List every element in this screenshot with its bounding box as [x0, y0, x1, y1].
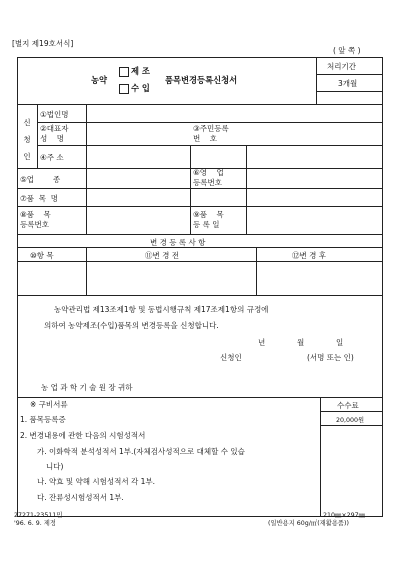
statement-line-2: 의하여 농약제조(수입)품목의 변경등록을 신청합니다.: [44, 321, 219, 330]
fee-vline: [320, 397, 321, 517]
title-suffix: 품목변경등록신청서: [165, 75, 238, 85]
documents-title: ※ 구비서류: [30, 400, 68, 409]
doc-item: 가. 이화학적 분석성적서 1부.(자체검사성적으로 대체할 수 있습: [37, 447, 245, 456]
proc-divider-2: [316, 91, 383, 92]
resident-no-label: ③주민등록 번 호: [193, 124, 229, 143]
title-prefix: 농약: [91, 75, 108, 85]
fee-value: 20,000원: [336, 417, 365, 424]
doc-item: 나. 약효 및 약해 시험성적서 각 1부.: [37, 477, 156, 486]
row-line: [17, 261, 383, 262]
applicant-group-label: 신 청 인: [23, 118, 31, 161]
option-manufacture-label: 제 조: [131, 66, 150, 76]
mid-vline: [190, 145, 191, 234]
date-day: 일: [336, 338, 344, 347]
row-line: [17, 397, 383, 398]
option-import[interactable]: [119, 82, 150, 94]
col-item-header: ⑩항 목: [30, 251, 54, 260]
label-vline: [86, 104, 87, 234]
enacted-date: '96. 6. 9. 제정: [14, 520, 56, 527]
doc-item: 다. 잔류성시험성적서 1부.: [37, 493, 124, 502]
col-after-header: ⑫변 경 후: [292, 251, 327, 260]
processing-label: 처리기간: [327, 62, 356, 71]
recipient: 농 업 과 학 기 술 원 장 귀하: [41, 383, 133, 392]
statement-line-1: 농약관리법 제13조제1항 및 동법시행규칙 제17조제1항의 규정에: [54, 305, 269, 314]
processing-value: 3개월: [338, 79, 358, 88]
form-code: 27271-23511민: [14, 512, 63, 519]
row-line: [17, 104, 383, 105]
paper-size: 210㎜×297㎜: [323, 512, 365, 519]
checkbox-import[interactable]: [119, 84, 129, 94]
business-reg-label: ⑥영 업 등록번호: [193, 168, 224, 187]
doc-item: 1. 품목등록증: [20, 415, 66, 424]
change-vline: [86, 247, 87, 295]
row-line: [17, 234, 383, 235]
option-import-label: 수 입: [131, 83, 150, 93]
paper-type: (일반용지 60g/㎡(재활용품)): [268, 520, 349, 527]
mid-vline-2: [246, 145, 247, 234]
row-line: [37, 145, 383, 146]
sign-or-seal-label: (서명 또는 인): [307, 353, 354, 362]
group-vline: [37, 104, 38, 168]
row-line: [17, 188, 383, 189]
fee-line: [320, 411, 383, 412]
applicant-sign-label: 신청인: [220, 353, 242, 362]
fee-line-2: [320, 425, 383, 426]
row-line: [17, 295, 383, 296]
rep-name-label: ②대표자 성 명: [40, 124, 69, 143]
proc-vline: [316, 57, 317, 104]
doc-item: 2. 변경내용에 관한 다음의 시험성적서: [20, 431, 146, 440]
product-reg-no-label: ⑧품 목 등록번호: [20, 210, 51, 229]
proc-divider: [316, 74, 383, 75]
product-reg-date-label: ⑨품 목 등 록 일: [193, 210, 224, 229]
date-year: 년: [258, 338, 266, 347]
change-vline-2: [256, 247, 257, 295]
col-before-header: ⑪변 경 전: [145, 251, 180, 260]
checkbox-manufacture[interactable]: [119, 67, 129, 77]
option-manufacture[interactable]: [119, 65, 150, 77]
doc-item: 니다): [46, 462, 64, 471]
row-line: [17, 206, 383, 207]
address-label: ④주 소: [40, 153, 64, 162]
corp-name-label: ①법인명: [40, 110, 69, 119]
changes-section-title: 변 경 등 록 사 항: [150, 238, 206, 247]
fee-label: 수수료: [337, 401, 359, 410]
date-month: 월: [297, 338, 305, 347]
form-id: [별지 제19호서식]: [12, 39, 74, 48]
product-name-label: ⑦품 목 명: [20, 194, 58, 203]
row-line: [37, 122, 383, 123]
business-type-label: ⑤업 종: [20, 175, 61, 184]
front-side-label: ( 앞 쪽 ): [333, 46, 361, 55]
